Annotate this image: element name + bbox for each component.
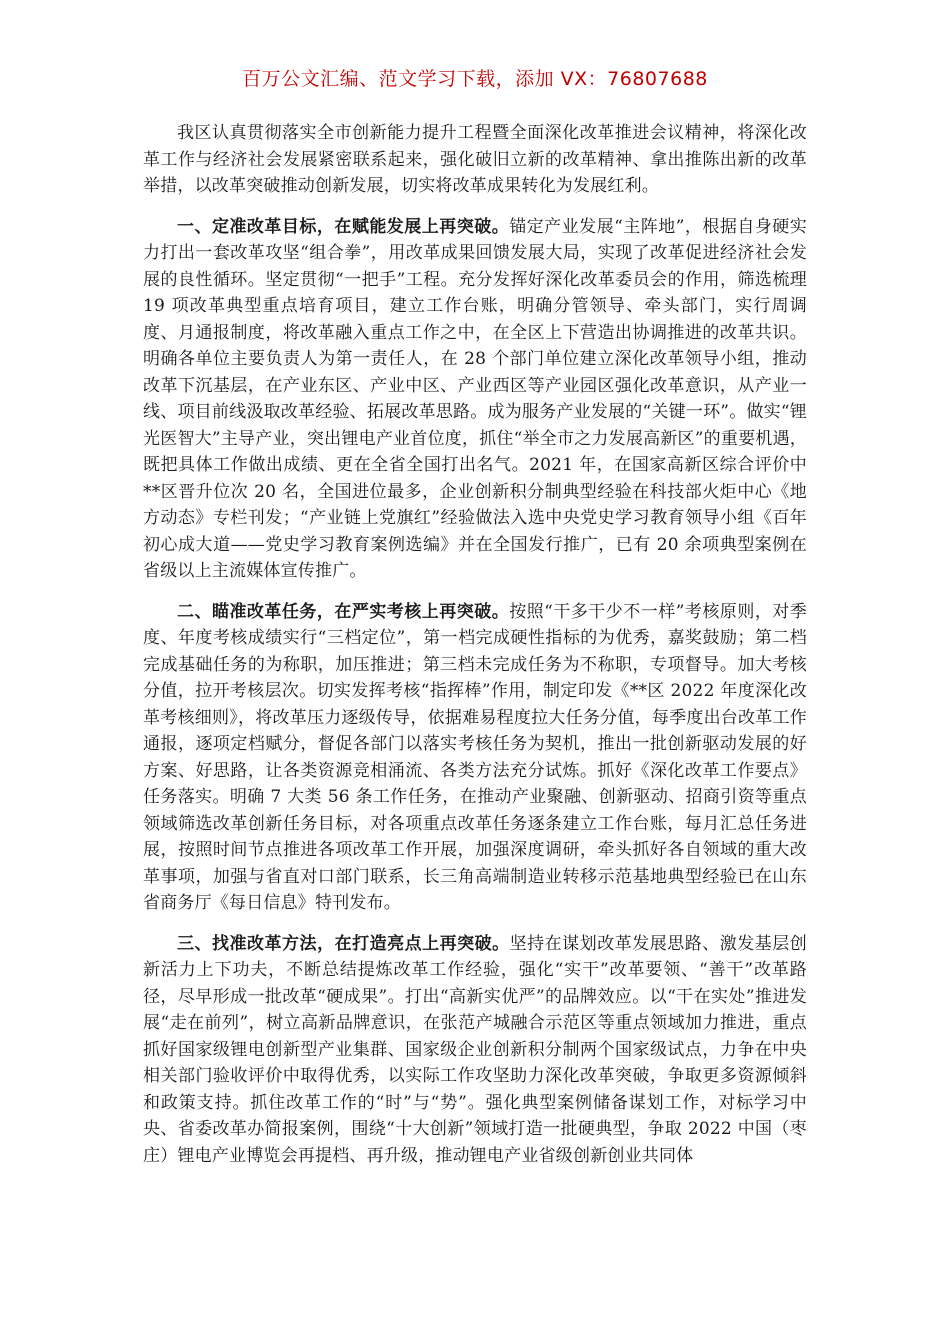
watermark-header: 百万公文汇编、范文学习下载，添加 VX：76807688 [242, 68, 708, 90]
paragraph-text: 坚持在谋划改革发展思路、激发基层创新活力上下功夫，不断总结提炼改革工作经验，强化“实干”改革要领、“善干”改革路径，尽早形成一批改革“硬成果”。打出“高新实优严”的品牌效应。以“干在实处”推进发展“走在前列”，树立高新品牌意识，在张范产城融合示范区等重点领域加力推进，重点抓好国家级锂电创新型产业集群、国家级企业创新积分制两个国家级试点，力争在中央相关部门验收评价中取得优秀，以实际工作攻坚助力深化改革突破，争取更多资源倾斜和政策支持。抓住改革工作的“时”与“势”。强化典型案例储备谋划工作，对标学习中央、省委改革办简报案例，围绕“十大创新”领域打造一批硬典型，争取 2022 中国（枣庄）锂电产业博览会再提档、再升级，推动锂电产业省级创新创业共同体 [143, 933, 807, 1166]
paragraph-text: 我区认真贯彻落实全市创新能力提升工程暨全面深化改革推进会议精神，将深化改革工作与经济社会发展紧密联系起来，强化破旧立新的改革精神、拿出推陈出新的改革举措，以改革突破推动创新发展，切实将改革成果转化为发展红利。 [143, 123, 807, 196]
paragraph-text: 锚定产业发展“主阵地”，根据自身硬实力打出一套改革攻坚“组合拳”，用改革成果回馈发展大局，实现了改革促进经济社会发展的良性循环。坚定贯彻“一把手”工程。充分发挥好深化改革委员会的作用，筛选梳理 19 项改革典型重点培育项目，建立工作台账，明确分管领导、牵头部门，实行周调度、月通报制度，将改革融入重点工作之中，在全区上下营造出协调推进的改革共识。明确各单位主要负责人为第一责任人，在 28 个部门单位建立深化改革领导小组，推动改革下沉基层，在产业东区、产业中区、产业西区等产业园区强化改革意识，从产业一线、项目前线汲取改革经验、拓展改革思路。成为服务产业发展的“关键一环”。做实“锂光医智大”主导产业，突出锂电产业首位度，抓住“举全市之力发展高新区”的重要机遇，既把具体工作做出成绩、更在全省全国打出名气。2021 年，在国家高新区综合评价中**区晋升位次 20 名，全国进位最多，企业创新积分制典型经验在科技部火炬中心《地方动态》专栏刊发；“产业链上党旗红”经验做法入选中央党史学习教育领导小组《百年初心成大道——党史学习教育案例选编》并在全国发行推广，已有 20 余项典型案例在省级以上主流媒体宣传推广。 [143, 216, 807, 581]
section-two-heading: 二、瞄准改革任务，在严实考核上再突破。 [177, 601, 510, 622]
section-three-paragraph [143, 931, 807, 1170]
intro-paragraph [143, 120, 807, 200]
paragraph-text: 按照“干多干少不一样”考核原则，对季度、年度考核成绩实行“三档定位”，第一档完成硬性指标的为优秀，嘉奖鼓励；第二档完成基础任务的为称职，加压推进；第三档未完成任务为不称职，专项督导。加大考核分值，拉开考核层次。切实发挥考核“指挥棒”作用，制定印发《**区 2022 年度深化改革考核细则》，将改革压力逐级传导，依据难易程度拉大任务分值，每季度出台改革工作通报，逐项定档赋分，督促各部门以落实考核任务为契机，推出一批创新驱动发展的好方案、好思路，让各类资源竞相涌流、各类方法充分试炼。抓好《深化改革工作要点》任务落实。明确 7 大类 56 条工作任务，在推动产业聚融、创新驱动、招商引资等重点领域筛选改革创新任务目标，对各项重点改革任务逐条建立工作台账，每月汇总任务进展，按照时间节点推进各项改革工作开展，加强深度调研，牵头抓好各自领域的重大改革事项，加强与省直对口部门联系，长三角高端制造业转移示范基地典型经验已在山东省商务厅《每日信息》特刊发布。 [143, 601, 807, 913]
section-one-heading: 一、定准改革目标，在赋能发展上再突破。 [177, 216, 510, 237]
section-two-paragraph [143, 599, 807, 917]
document-body [143, 120, 807, 1183]
section-three-heading: 三、找准改革方法，在打造亮点上再突破。 [177, 933, 510, 954]
section-one-paragraph [143, 214, 807, 585]
